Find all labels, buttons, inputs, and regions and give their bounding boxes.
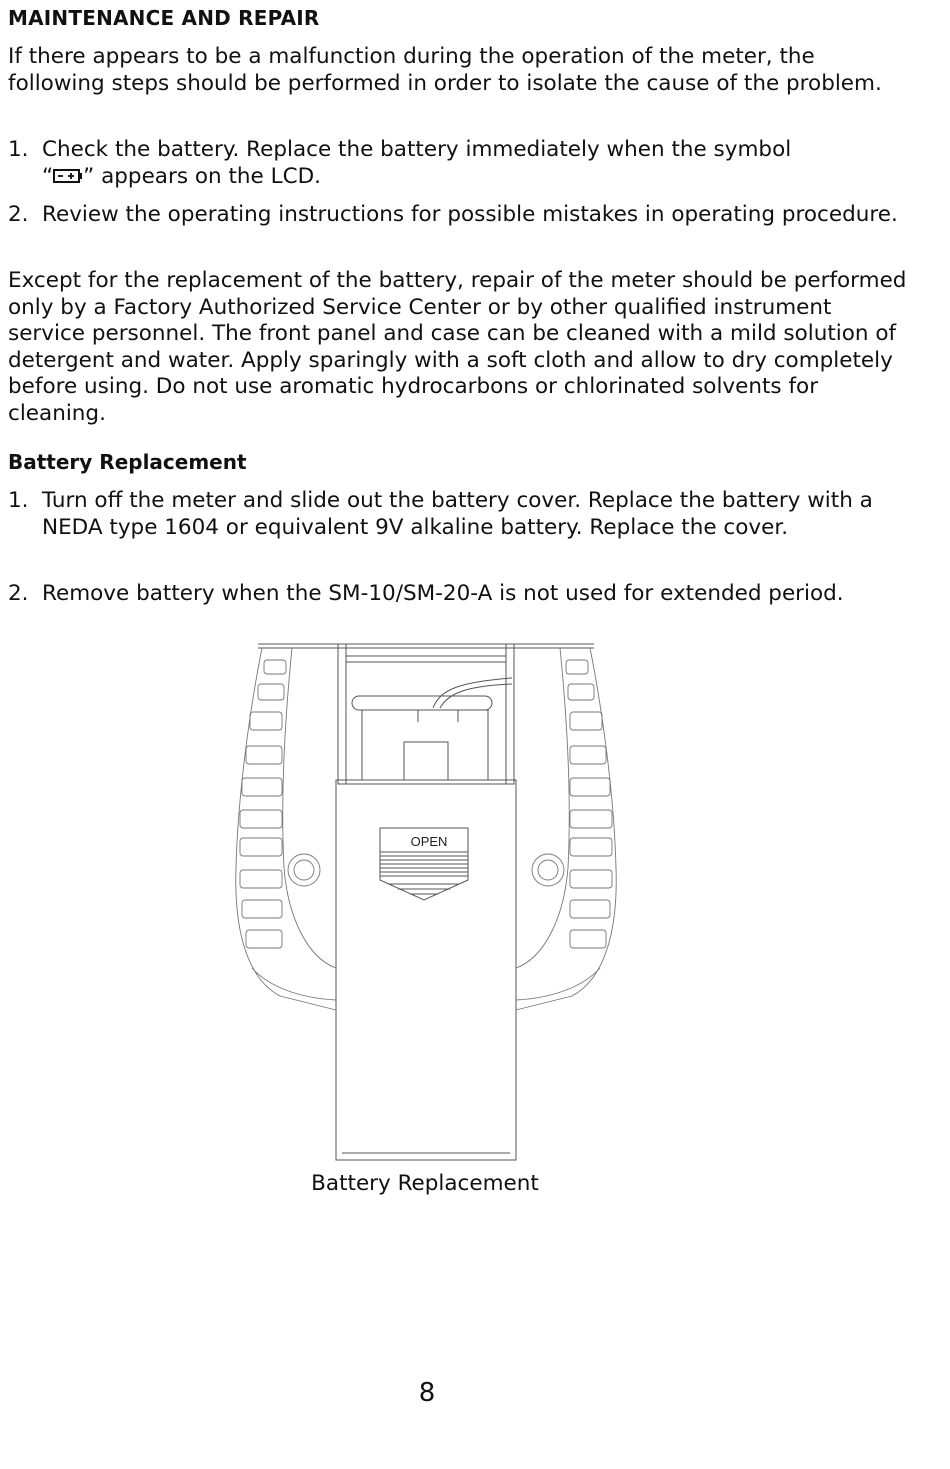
step-number: 1. <box>8 488 29 513</box>
step-text: Remove battery when the SM-10/SM-20-A is not used for extended period. <box>42 581 844 606</box>
step-text-before: Check the battery. Replace the battery immediately when the symbol <box>42 137 792 162</box>
page-number <box>0 1378 950 1408</box>
step-text <box>42 137 902 190</box>
step-number: 2. <box>8 202 29 227</box>
open-label: OPEN <box>410 834 448 849</box>
step-text-after: ” appears on the LCD. <box>83 163 321 189</box>
step-number: 1. <box>8 137 29 162</box>
quote-open: “ <box>42 163 54 189</box>
battery-replacement-diagram <box>228 638 628 1163</box>
page-number-text: 8 <box>418 1378 436 1408</box>
figure-caption-text: Battery Replacement <box>311 1171 539 1196</box>
battery-low-icon <box>53 168 83 184</box>
step-number: 2. <box>8 581 29 606</box>
service-paragraph: Except for the replacement of the battery, repair of the meter should be performed only by a Factory Authorized Service Center or by other qualified instrument service personnel. The front panel and case can be cleaned with a mild solution of detergent and water. Apply sparingly with a soft cloth and allow to dry completely before using. Do not use aromatic hydrocarbons or chlorinated solvents for cleaning. <box>8 268 907 426</box>
step-text: Review the operating instructions for possible mistakes in operating procedure. <box>42 202 898 227</box>
section-heading: MAINTENANCE AND REPAIR <box>8 6 320 30</box>
intro-paragraph: If there appears to be a malfunction during the operation of the meter, the following steps should be performed in order to isolate the cause of the problem. <box>8 44 882 96</box>
step-text: Turn off the meter and slide out the battery cover. Replace the battery with a NEDA type 1604 or equivalent 9V alkaline battery. Replace the cover. <box>42 488 873 540</box>
battery-replacement-heading: Battery Replacement <box>8 450 247 474</box>
figure-caption <box>0 1171 950 1196</box>
